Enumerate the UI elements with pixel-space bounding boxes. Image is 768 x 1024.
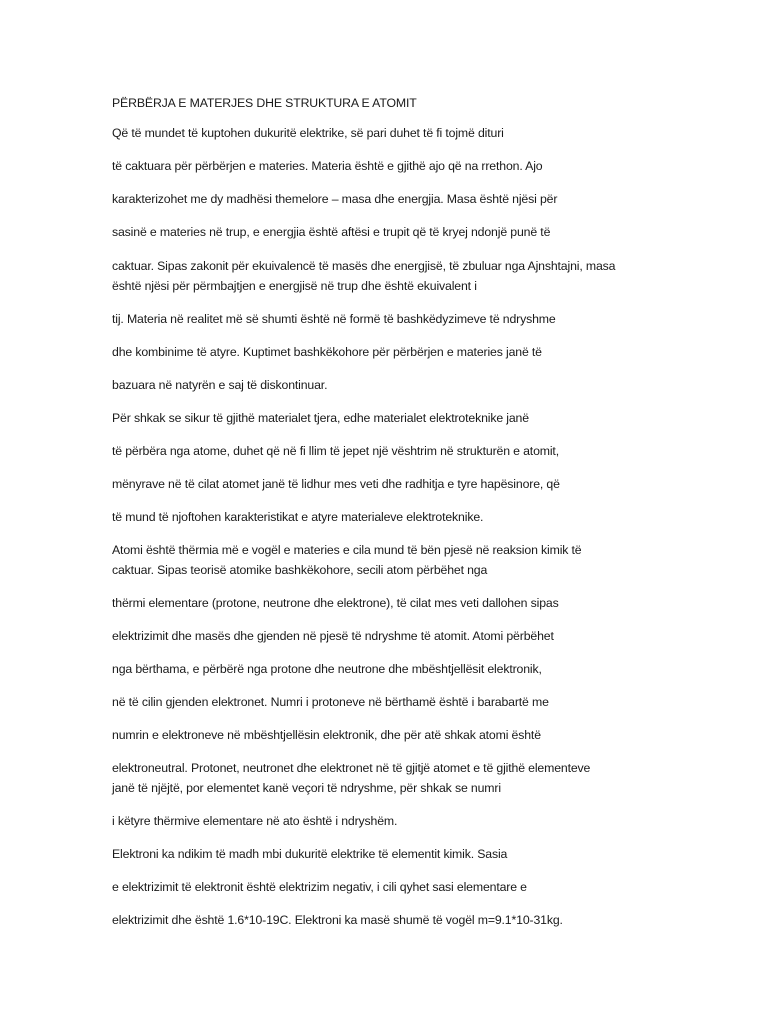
text-line-20: numrin e elektroneve në mbështjellësin elektronik, dhe për atë shkak atomi është: [112, 728, 541, 742]
text-line-10: Për shkak se sikur të gjithë materialet tjera, edhe materialet elektroteknike janë: [112, 411, 529, 425]
text-line-9: bazuara në natyrën e saj të diskontinuar.: [112, 378, 328, 392]
text-line-22: janë të njëjtë, por elementet kanë veçori të ndryshme, për shkak se numri: [112, 781, 501, 795]
text-line-4: sasinë e materies në trup, e energjia është aftësi e trupit që të kryej ndonjë punë të: [112, 225, 551, 239]
text-line-25: e elektrizimit të elektronit është elektrizim negativ, i cili qyhet sasi elementare e: [112, 880, 527, 894]
document-title: PËRBËRJA E MATERJES DHE STRUKTURA E ATOMIT: [112, 96, 417, 110]
text-line-5: caktuar. Sipas zakonit për ekuivalencë të masës dhe energjisë, të zbuluar nga Ajnshtajni, masa: [112, 259, 616, 273]
text-line-7: tij. Materia në realitet më së shumti është në formë të bashkëdyzimeve të ndryshme: [112, 312, 556, 326]
text-line-6: është njësi për përmbajtjen e energjisë në trup dhe është ekuivalent i: [112, 279, 477, 293]
text-line-8: dhe kombinime të atyre. Kuptimet bashkëkohore për përbërjen e materies janë të: [112, 345, 542, 359]
text-line-14: Atomi është thërmia më e vogël e materies e cila mund të bën pjesë në reaksion kimik të: [112, 543, 582, 557]
text-line-2: të caktuara për përbërjen e materies. Materia është e gjithë ajo që na rrethon. Ajo: [112, 159, 543, 173]
text-line-12: mënyrave në të cilat atomet janë të lidhur mes veti dhe radhitja e tyre hapësinore, që: [112, 477, 560, 491]
text-line-18: nga bërthama, e përbërë nga protone dhe neutrone dhe mbështjellësit elektronik,: [112, 662, 542, 676]
text-line-21: elektroneutral. Protonet, neutronet dhe elektronet në të gjitjë atomet e të gjithë elementeve: [112, 761, 591, 775]
text-line-11: të përbëra nga atome, duhet që në fi llim të jepet një vështrim në strukturën e atomit,: [112, 444, 559, 458]
text-line-16: thërmi elementare (protone, neutrone dhe elektrone), të cilat mes veti dallohen sipas: [112, 596, 559, 610]
text-line-13: të mund të njoftohen karakteristikat e atyre materialeve elektroteknike.: [112, 510, 484, 524]
text-line-26: elektrizimit dhe është 1.6*10-19C. Elektroni ka masë shumë të vogël m=9.1*10-31kg.: [112, 913, 563, 927]
text-line-3: karakterizohet me dy madhësi themelore – masa dhe energjia. Masa është njësi për: [112, 192, 558, 206]
text-line-17: elektrizimit dhe masës dhe gjenden në pjesë të ndryshme të atomit. Atomi përbëhet: [112, 629, 554, 643]
text-line-15: caktuar. Sipas teorisë atomike bashkëkohore, secili atom përbëhet nga: [112, 563, 488, 577]
text-line-19: në të cilin gjenden elektronet. Numri i protoneve në bërthamë është i barabartë me: [112, 695, 549, 709]
text-line-23: i këtyre thërmive elementare në ato është i ndryshëm.: [112, 814, 398, 828]
text-line-24: Elektroni ka ndikim të madh mbi dukuritë elektrike të elementit kimik. Sasia: [112, 847, 508, 861]
text-line-1: Që të mundet të kuptohen dukuritë elektrike, së pari duhet të fi tojmë dituri: [112, 126, 504, 140]
